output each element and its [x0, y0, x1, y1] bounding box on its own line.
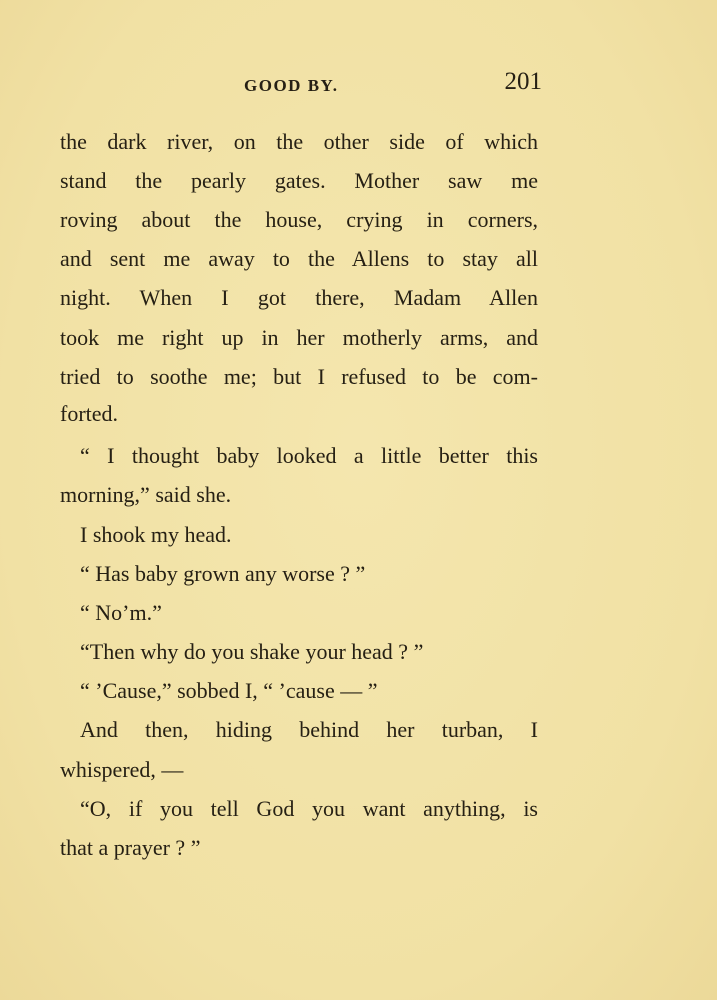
text-line: and sent me away to the Allens to stay all: [60, 246, 538, 271]
text-line: roving about the house, crying in corners,: [60, 207, 538, 232]
text-line: I shook my head.: [80, 522, 232, 547]
text-line: morning,” said she.: [60, 482, 232, 507]
text-line: that a prayer ? ”: [60, 835, 201, 860]
text-line: And then, hiding behind her turban, I: [80, 717, 538, 742]
text-line: night. When I got there, Madam Allen: [60, 285, 538, 310]
text-line: forted.: [60, 401, 119, 426]
running-head: [60, 68, 542, 100]
text-line: “O, if you tell God you want anything, is: [80, 796, 538, 821]
text-line: “ No’m.”: [80, 600, 162, 625]
page-number: 201: [504, 68, 542, 95]
text-line: “ I thought baby looked a little better this: [80, 443, 538, 468]
running-title: GOOD BY.: [244, 76, 339, 95]
text-line: the dark river, on the other side of which: [60, 129, 538, 154]
text-line: “ ’Cause,” sobbed I, “ ’cause — ”: [80, 678, 378, 703]
text-line: “ Has baby grown any worse ? ”: [80, 561, 366, 586]
text-line: took me right up in her motherly arms, and: [60, 325, 538, 350]
text-line: whispered, —: [60, 757, 184, 782]
text-line: stand the pearly gates. Mother saw me: [60, 168, 538, 193]
text-line: tried to soothe me; but I refused to be com-: [60, 364, 538, 389]
text-line: “Then why do you shake your head ? ”: [80, 639, 424, 664]
